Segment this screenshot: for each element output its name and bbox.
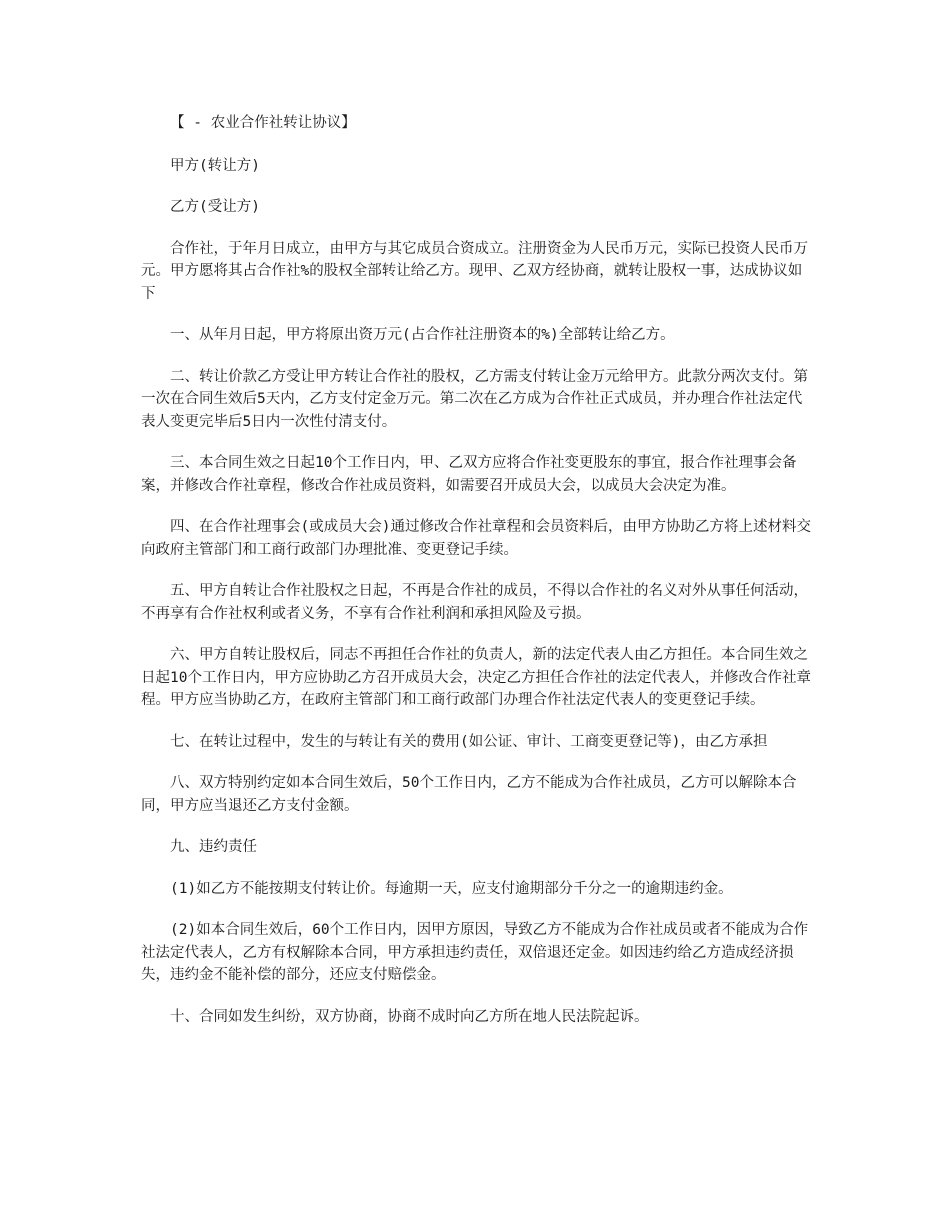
document-body xyxy=(141,112,813,1047)
clause-4: 四、在合作社理事会(或成员大会)通过修改合作社章程和会员资料后，由甲方协助乙方将上述材料交向政府主管部门和工商行政部门办理批准、变更登记手续。 xyxy=(141,519,811,558)
clause-8: 八、双方特别约定如本合同生效后，50个工作日内，乙方不能成为合作社成员，乙方可以解除本合同，甲方应当退还乙方支付金额。 xyxy=(141,775,797,814)
clause-9-item-2: (2)如本合同生效后，60个工作日内，因甲方原因，导致乙方不能成为合作社成员或者不能成为合作社法定代表人，乙方有权解除本合同，甲方承担违约责任，双倍退还定金。如因违约给乙方造成经济损失，违约金不能补偿的部分，还应支付赔偿金。 xyxy=(141,922,809,983)
clause-9-item-1: (1)如乙方不能按期支付转让价。每逾期一天，应支付逾期部分千分之一的逾期违约金。 xyxy=(170,880,733,897)
clause-2: 二、转让价款乙方受让甲方转让合作社的股权，乙方需支付转让金万元给甲方。此款分两次支付。第一次在合同生效后5天内，乙方支付定金万元。第二次在乙方成为合作社正式成员，并办理合作社法定代表人变更完毕后5日内一次性付清支付。 xyxy=(141,368,808,430)
clause-10: 十、合同如发生纠纷，双方协商，协商不成时向乙方所在地人民法院起诉。 xyxy=(170,1008,649,1025)
party-b-line: 乙方(受让方) xyxy=(170,199,260,215)
document-title: 【 - 农业合作社转让协议】 xyxy=(170,115,356,131)
party-a-line: 甲方(转让方) xyxy=(170,157,260,174)
preamble-paragraph: 合作社，于年月日成立，由甲方与其它成员合资成立。注册资金为人民币万元，实际已投资人民币万元。甲方愿将其占合作社%的股权全部转让给乙方。现甲、乙双方经协商，就转让股权一事，达成协议如下 xyxy=(141,240,808,302)
clause-1: 一、从年月日起，甲方将原出资万元(占合作社注册资本的%)全部转让给乙方。 xyxy=(170,327,675,343)
clause-3: 三、本合同生效之日起10个工作日内，甲、乙双方应将合作社变更股东的事宜，报合作社理事会备案，并修改合作社章程，修改合作社成员资料，如需要召开成员大会，以成员大会决定为准。 xyxy=(141,455,797,494)
clause-6: 六、甲方自转让股权后，同志不再担任合作社的负责人，新的法定代表人由乙方担任。本合同生效之日起10个工作日内，甲方应协助乙方召开成员大会，决定乙方担任合作社的法定代表人，并修改合作社章程。甲方应当协助乙方，在政府主管部门和工商行政部门办理合作社法定代表人的变更登记手续。 xyxy=(141,647,811,708)
clause-9-heading: 九、违约责任 xyxy=(170,839,257,855)
clause-7: 七、在转让过程中，发生的与转让有关的费用(如公证、审计、工商变更登记等)，由乙方承担 xyxy=(170,733,768,750)
clause-5: 五、甲方自转让合作社股权之日起，不再是合作社的成员，不得以合作社的名义对外从事任何活动，不再享有合作社权利或者义务，不享有合作社利润和承担风险及亏损。 xyxy=(141,583,808,622)
